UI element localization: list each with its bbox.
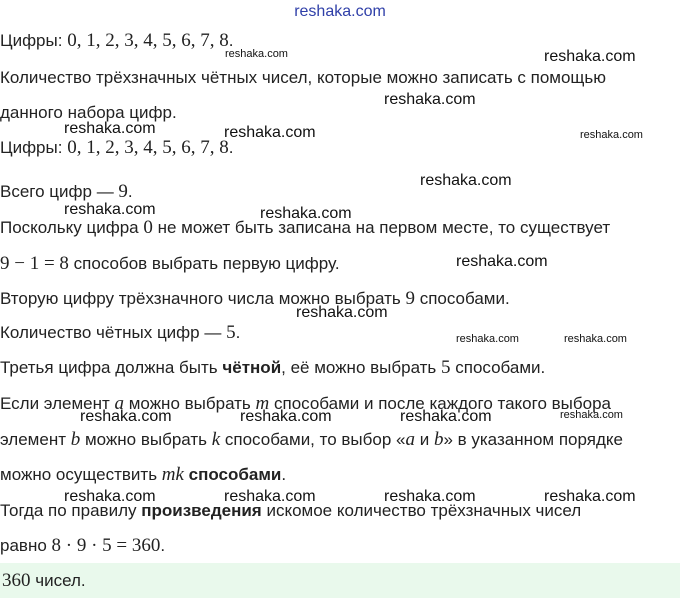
line-text: Третья цифра должна быть [0,358,223,377]
watermark: reshaka.com [560,409,623,421]
line-text: элемент [0,430,71,449]
text-line-digits [0,30,233,52]
math-expression: 9 − 1 = 8 [0,253,69,274]
line-text: искомое количество трёхзначных чисел [261,501,582,520]
watermark: reshaka.com [580,129,643,141]
watermark: reshaka.com [224,488,316,505]
watermark: reshaka.com [64,488,156,505]
math-variable: b [433,429,444,450]
bold-term: произведения [141,501,262,520]
math-variable: a [405,429,415,450]
math-expression: 0, 1, 2, 3, 4, 5, 6, 7, 8 [67,30,229,51]
line-text: Тогда по правилу [0,501,142,520]
line-text: . [160,536,166,555]
text-line-rule-cont [0,429,623,451]
line-text: . [228,138,234,157]
math-expression: 9 [405,288,415,309]
math-variable: b [70,429,81,450]
watermark: reshaka.com [564,333,627,345]
line-text: и [414,430,434,449]
line-text: . [281,465,287,484]
math-expression: 5 [226,322,236,343]
watermark: reshaka.com [384,91,476,108]
line-text: данного набора цифр. [0,103,177,122]
watermark: reshaka.com [80,408,172,425]
text-line-even-count [0,322,240,344]
watermark: reshaka.com [456,333,519,345]
watermark: reshaka.com [544,48,636,65]
watermark: reshaka.com [384,488,476,505]
watermark: reshaka.com [456,253,548,270]
math-expression: 9 [118,181,128,202]
math-variable: m [255,393,270,414]
line-text: Всего цифр — [0,182,119,201]
line-text: не может быть записана на первом месте, то существует [152,218,611,237]
line-text: равно [0,536,52,555]
line-text: способами, то выбор « [220,430,406,449]
line-text: Поскольку цифра [0,218,144,237]
answer-box [0,563,680,598]
text-line-third-digit [0,357,545,379]
bold-term: способами [188,465,282,484]
watermark: reshaka.com [260,205,352,222]
watermark: reshaka.com [224,124,316,141]
text-line-task [0,67,606,89]
watermark: reshaka.com [400,408,492,425]
site-header-link[interactable]: reshaka.com [294,3,386,20]
text-line-total [0,181,133,203]
line-text: . [127,182,133,201]
text-line-rule-end [0,464,286,486]
math-variable: k [211,429,221,450]
answer-label: чисел. [30,571,86,590]
line-text: способами. [414,289,510,308]
watermark: reshaka.com [420,172,512,189]
watermark: reshaka.com [240,408,332,425]
line-text: Если элемент [0,394,115,413]
math-variable: mk [161,464,184,485]
line-text: Вторую цифру трёхзначного числа можно выбрать [0,289,406,308]
bold-term: чётной [222,358,282,377]
text-line-digits-repeat [0,137,233,159]
watermark: reshaka.com [544,488,636,505]
math-expression: 5 [441,357,451,378]
line-text: . [228,31,234,50]
line-text: » в указанном порядке [443,430,623,449]
text-line-first-digit-count [0,253,340,275]
answer-text [2,570,86,592]
line-text: можно выбрать [124,394,256,413]
watermark: reshaka.com [225,48,288,60]
math-expression: 0, 1, 2, 3, 4, 5, 6, 7, 8 [67,137,229,158]
math-expression: 360 [2,570,31,591]
line-text: можно выбрать [80,430,212,449]
math-expression: 0 [143,217,153,238]
math-variable: a [114,393,125,414]
text-line-second-digit [0,288,510,310]
line-text: способов выбрать первую цифру. [68,254,340,273]
line-text: . [235,323,241,342]
line-text: можно осуществить [0,465,162,484]
watermark: reshaka.com [64,201,156,218]
line-text: Цифры: [0,138,68,157]
line-text: Цифры: [0,31,68,50]
line-text: Количество чётных цифр — [0,323,227,342]
line-text: способами. [450,358,546,377]
line-text: , её можно выбрать [281,358,442,377]
watermark: reshaka.com [64,120,156,137]
text-line-result [0,535,165,557]
line-text: Количество трёхзначных чётных чисел, которые можно записать с помощью [0,68,607,87]
watermark: reshaka.com [296,304,388,321]
math-expression: 8 · 9 · 5 = 360 [51,535,161,556]
line-text: способами и после каждого такого выбора [269,394,611,413]
